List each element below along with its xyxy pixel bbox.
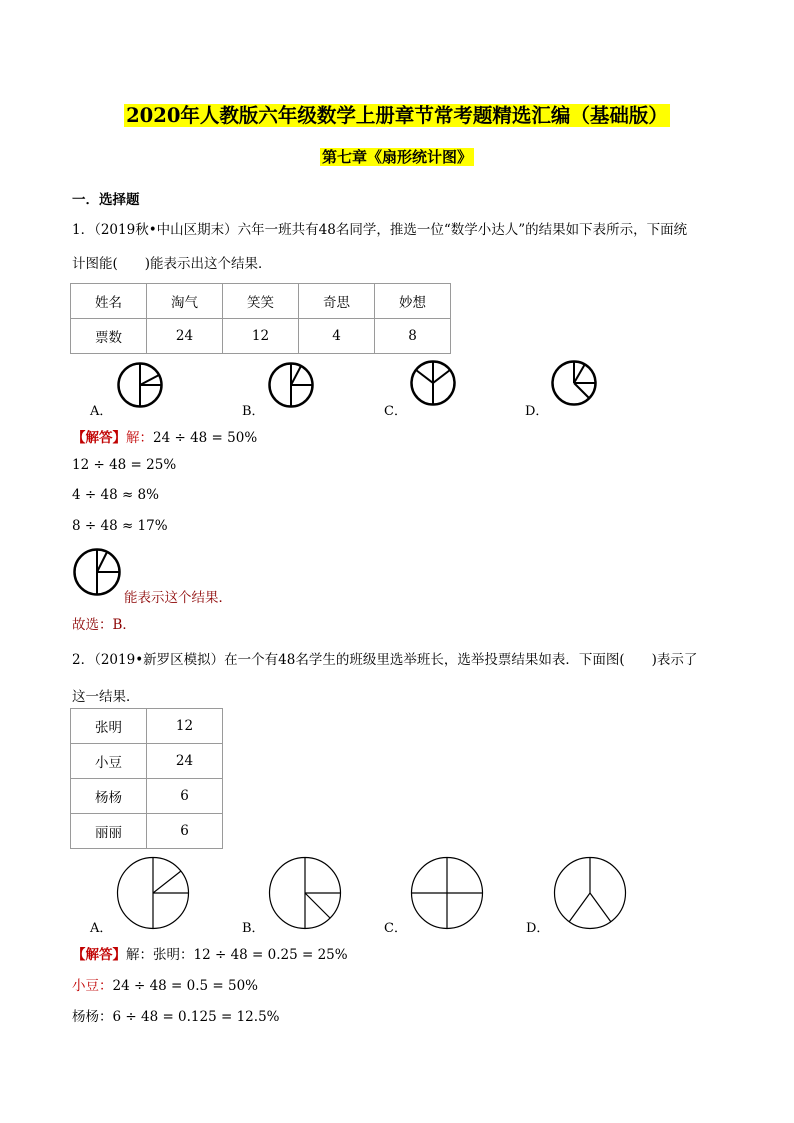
table-row [71,319,451,354]
table-row [71,814,223,849]
q1-option-a-pie[interactable] [117,362,163,408]
table-row [71,744,223,779]
calc-1: 24 ÷ 48 = 50% [153,430,258,446]
q1-calc-3: 4 ÷ 48 ≈ 8% [72,487,159,503]
q1-answer-pie [73,548,121,596]
table-cell: 张明 [71,709,147,744]
answer-calc: 6 ÷ 48 = 0.125 = 12.5% [112,1009,280,1025]
table-cell: 票数 [71,319,147,354]
q1-choice: 故选：B． [72,617,136,633]
table-cell: 小豆 [71,744,147,779]
table-cell: 妙想 [375,284,451,319]
table-cell: 8 [375,319,451,354]
document-title: 2020年人教版六年级数学上册章节常考题精选汇编（基础版） [126,104,668,127]
q1-option-a-label[interactable]: A． [90,404,113,419]
q1-option-c-pie[interactable] [410,360,456,406]
q1-answer-line [72,426,257,446]
q1-option-d-label[interactable]: D． [525,404,549,419]
answer-tag: 【解答】 [72,947,126,963]
q2-text-line2: 这一结果． [72,689,140,705]
answer-line1: 解：张明：12 ÷ 48 = 0.25 = 25% [126,947,348,963]
table-cell: 奇思 [299,284,375,319]
q1-text-line1: 1．（2019秋•中山区期末）六年一班共有48名同学，推选一位“数学小达人”的结果如下表所示，下面统 [72,222,688,238]
answer-calc: 24 ÷ 48 = 0.5 = 50% [112,978,259,994]
q1-calc-2: 12 ÷ 48 = 25% [72,457,177,473]
q2-option-b-label[interactable]: B． [242,921,265,936]
q1-option-d-pie[interactable] [551,360,597,406]
table-cell: 6 [147,779,223,814]
table-cell: 丽丽 [71,814,147,849]
q2-vote-table [70,708,223,849]
q2-option-d-pie[interactable] [553,856,627,930]
answer-name: 小豆： [72,978,113,994]
q2-answer-line [72,943,348,963]
table-cell: 12 [147,709,223,744]
table-cell: 4 [299,319,375,354]
table-row [71,284,451,319]
q2-option-c-label[interactable]: C． [384,921,407,936]
table-cell: 姓名 [71,284,147,319]
q2-option-a-label[interactable]: A． [90,921,113,936]
q2-option-c-pie[interactable] [410,856,484,930]
table-cell: 淘气 [147,284,223,319]
q2-text-line1: 2．（2019•新罗区模拟）在一个有48名学生的班级里选举班长，选举投票结果如表．下面图( )表示了 [72,652,698,668]
table-cell: 12 [223,319,299,354]
chapter-subtitle: 第七章《扇形统计图》 [321,148,472,166]
answer-tag: 【解答】 [72,430,126,446]
table-cell: 6 [147,814,223,849]
table-cell: 24 [147,319,223,354]
table-cell: 笑笑 [223,284,299,319]
q2-answer-line3 [72,1005,279,1025]
section-heading: 一．选择题 [72,192,140,208]
table-row [71,779,223,814]
table-cell: 杨杨 [71,779,147,814]
table-row [71,709,223,744]
answer-intro: 解： [126,430,153,446]
q2-option-a-pie[interactable] [116,856,190,930]
answer-name: 杨杨： [72,1009,113,1025]
q1-vote-table [70,283,451,354]
q2-answer-line2 [72,974,258,994]
q1-calc-4: 8 ÷ 48 ≈ 17% [72,518,168,534]
table-cell: 24 [147,744,223,779]
q1-conclusion: 能表示这个结果． [124,590,232,606]
q1-text-line2: 计图能( )能表示出这个结果． [72,256,272,272]
q2-option-b-pie[interactable] [268,856,342,930]
q1-option-b-label[interactable]: B． [242,404,265,419]
q2-option-d-label[interactable]: D． [526,921,550,936]
q1-option-b-pie[interactable] [268,362,314,408]
q1-option-c-label[interactable]: C． [384,404,407,419]
